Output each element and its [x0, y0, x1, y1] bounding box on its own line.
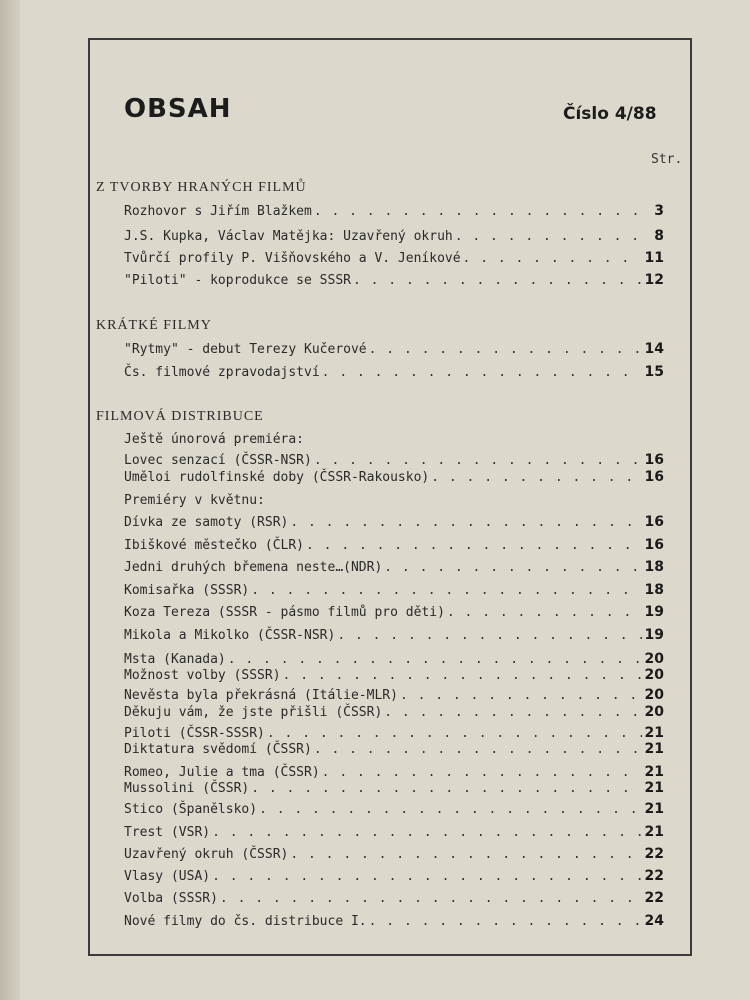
- toc-entry-page: 19: [644, 627, 664, 643]
- toc-entry[interactable]: [124, 452, 664, 468]
- section-title-filmova-distribuce: FILMOVÁ DISTRIBUCE: [96, 409, 264, 424]
- dot-leader: [384, 560, 642, 575]
- toc-entry[interactable]: [124, 764, 664, 780]
- toc-entry[interactable]: [124, 537, 664, 553]
- dot-leader: [228, 652, 642, 667]
- toc-entry-title: Koza Tereza (SSSR - pásmo filmů pro děti): [124, 605, 445, 620]
- toc-entry[interactable]: [124, 582, 664, 598]
- toc-entry-page: 21: [644, 764, 664, 780]
- dot-leader: [306, 538, 642, 553]
- toc-entry-title: Vlasy (USA): [124, 869, 211, 884]
- toc-entry-title: Diktatura svědomí (ČSSR): [124, 742, 312, 757]
- toc-entry-page: 21: [644, 725, 664, 741]
- toc-entry-page: 20: [644, 687, 664, 703]
- toc-entry-page: 20: [644, 667, 664, 683]
- dot-leader: [290, 515, 642, 530]
- toc-entry-title: "Piloti" - koprodukce se SSSR: [124, 273, 351, 288]
- toc-entry-title: Uzavřený okruh (ČSSR): [124, 847, 289, 862]
- toc-entry[interactable]: [124, 604, 664, 620]
- toc-entry[interactable]: [124, 203, 664, 219]
- toc-entry[interactable]: [124, 627, 664, 643]
- toc-entry[interactable]: [124, 250, 664, 266]
- toc-entry-title: J.S. Kupka, Václav Matějka: Uzavřený okruh: [124, 229, 453, 244]
- toc-entry[interactable]: [124, 846, 664, 862]
- dot-leader: [353, 273, 642, 288]
- toc-entry-title: Mikola a Mikolko (ČSSR-NSR): [124, 628, 336, 643]
- dot-leader: [463, 251, 642, 266]
- toc-entry-title: Tvůrčí profily P. Višňovského a V. Jeníkové: [124, 251, 461, 266]
- toc-entry-page: 18: [644, 582, 664, 598]
- toc-entry[interactable]: [124, 559, 664, 575]
- dot-leader: [259, 802, 642, 817]
- toc-entry-page: 21: [644, 801, 664, 817]
- toc-entry-page: 16: [644, 469, 664, 485]
- dot-leader: [431, 470, 642, 485]
- page-column-label: Str.: [651, 152, 683, 167]
- toc-entry-page: 16: [644, 537, 664, 553]
- dot-leader: [400, 688, 642, 703]
- toc-entry-page: 16: [644, 514, 664, 530]
- toc-entry-page: 11: [644, 250, 664, 266]
- toc-entry[interactable]: [124, 341, 664, 357]
- dot-leader: [212, 825, 642, 840]
- dot-leader: [314, 742, 642, 757]
- toc-entry-title: Volba (SSSR): [124, 891, 218, 906]
- subheading-may-premieres: Premiéry v květnu:: [124, 493, 265, 508]
- toc-entry-page: 21: [644, 741, 664, 757]
- toc-entry-page: 21: [644, 780, 664, 796]
- issue-number: Číslo 4/88: [563, 104, 657, 124]
- toc-entry[interactable]: [124, 741, 664, 757]
- toc-entry-title: Stico (Španělsko): [124, 802, 258, 817]
- section-title-kratke-filmy: KRÁTKÉ FILMY: [96, 318, 212, 333]
- toc-entry-page: 24: [644, 913, 664, 929]
- toc-entry-title: Piloti (ČSSR-SSSR): [124, 726, 265, 741]
- dot-leader: [251, 781, 642, 796]
- toc-entry[interactable]: [124, 801, 664, 817]
- dot-leader: [251, 583, 642, 598]
- dot-leader: [314, 204, 642, 219]
- toc-entry-title: Rozhovor s Jiřím Blažkem: [124, 204, 312, 219]
- dot-leader: [322, 765, 642, 780]
- toc-entry-page: 3: [654, 203, 664, 219]
- dot-leader: [455, 229, 642, 244]
- dot-leader: [314, 453, 642, 468]
- dot-leader: [283, 668, 642, 683]
- dot-leader: [322, 365, 642, 380]
- toc-entry[interactable]: [124, 824, 664, 840]
- dot-leader: [337, 628, 642, 643]
- toc-entry-title: Jedni druhých břemena neste…(NDR): [124, 560, 383, 575]
- toc-entry-page: 12: [644, 272, 664, 288]
- toc-entry-page: 21: [644, 824, 664, 840]
- toc-entry-title: Lovec senzací (ČSSR-NSR): [124, 453, 312, 468]
- toc-entry-title: Možnost volby (SSSR): [124, 668, 281, 683]
- toc-entry[interactable]: [124, 514, 664, 530]
- page-title: OBSAH: [124, 94, 232, 124]
- toc-entry-page: 22: [644, 846, 664, 862]
- toc-entry[interactable]: [124, 228, 664, 244]
- toc-entry[interactable]: [124, 469, 664, 485]
- dot-leader: [267, 726, 642, 741]
- toc-entry[interactable]: [124, 272, 664, 288]
- dot-leader: [212, 869, 642, 884]
- toc-entry[interactable]: [124, 651, 664, 667]
- dot-leader: [220, 891, 642, 906]
- toc-entry-title: Čs. filmové zpravodajství: [124, 365, 320, 380]
- toc-entry[interactable]: [124, 890, 664, 906]
- toc-entry-page: 19: [644, 604, 664, 620]
- toc-entry[interactable]: [124, 687, 664, 703]
- toc-entry[interactable]: [124, 364, 664, 380]
- toc-entry-title: "Rytmy" - debut Terezy Kučerové: [124, 342, 367, 357]
- page-binding-edge: [0, 0, 22, 1000]
- toc-entry-title: Trest (VSR): [124, 825, 211, 840]
- toc-entry-page: 20: [644, 651, 664, 667]
- dot-leader: [369, 342, 642, 357]
- toc-entry-page: 22: [644, 890, 664, 906]
- toc-entry[interactable]: [124, 913, 664, 929]
- toc-entry[interactable]: [124, 780, 664, 796]
- dot-leader: [369, 914, 642, 929]
- toc-entry-title: Uměloi rudolfinské doby (ČSSR-Rakousko): [124, 470, 430, 485]
- section-title-hrane-filmy: Z TVORBY HRANÝCH FILMŮ: [96, 180, 307, 195]
- toc-entry-page: 16: [644, 452, 664, 468]
- toc-entry-title: Mussolini (ČSSR): [124, 781, 250, 796]
- toc-entry-page: 15: [644, 364, 664, 380]
- toc-entry-title: Nevěsta byla překrásná (Itálie-MLR): [124, 688, 398, 703]
- toc-entry-title: Msta (Kanada): [124, 652, 226, 667]
- toc-entry-title: Nové filmy do čs. distribuce I.: [124, 914, 367, 929]
- toc-entry-title: Komisařka (SSSR): [124, 583, 250, 598]
- toc-entry-title: Dívka ze samoty (RSR): [124, 515, 289, 530]
- toc-entry-page: 20: [644, 704, 664, 720]
- toc-entry-page: 22: [644, 868, 664, 884]
- dot-leader: [290, 847, 642, 862]
- toc-entry-page: 8: [654, 228, 664, 244]
- toc-entry[interactable]: [124, 868, 664, 884]
- dot-leader: [384, 705, 642, 720]
- toc-entry-title: Ibiškové městečko (ČLR): [124, 538, 305, 553]
- toc-entry-page: 18: [644, 559, 664, 575]
- toc-entry-page: 14: [644, 341, 664, 357]
- toc-entry[interactable]: [124, 704, 664, 720]
- toc-entry-title: Romeo, Julie a tma (ČSSR): [124, 765, 320, 780]
- toc-entry-title: Děkuju vám, že jste přišli (ČSSR): [124, 705, 383, 720]
- toc-entry[interactable]: [124, 667, 664, 683]
- subheading-february-premiere: Ještě únorová premiéra:: [124, 432, 305, 447]
- toc-entry[interactable]: [124, 725, 664, 741]
- dot-leader: [447, 605, 642, 620]
